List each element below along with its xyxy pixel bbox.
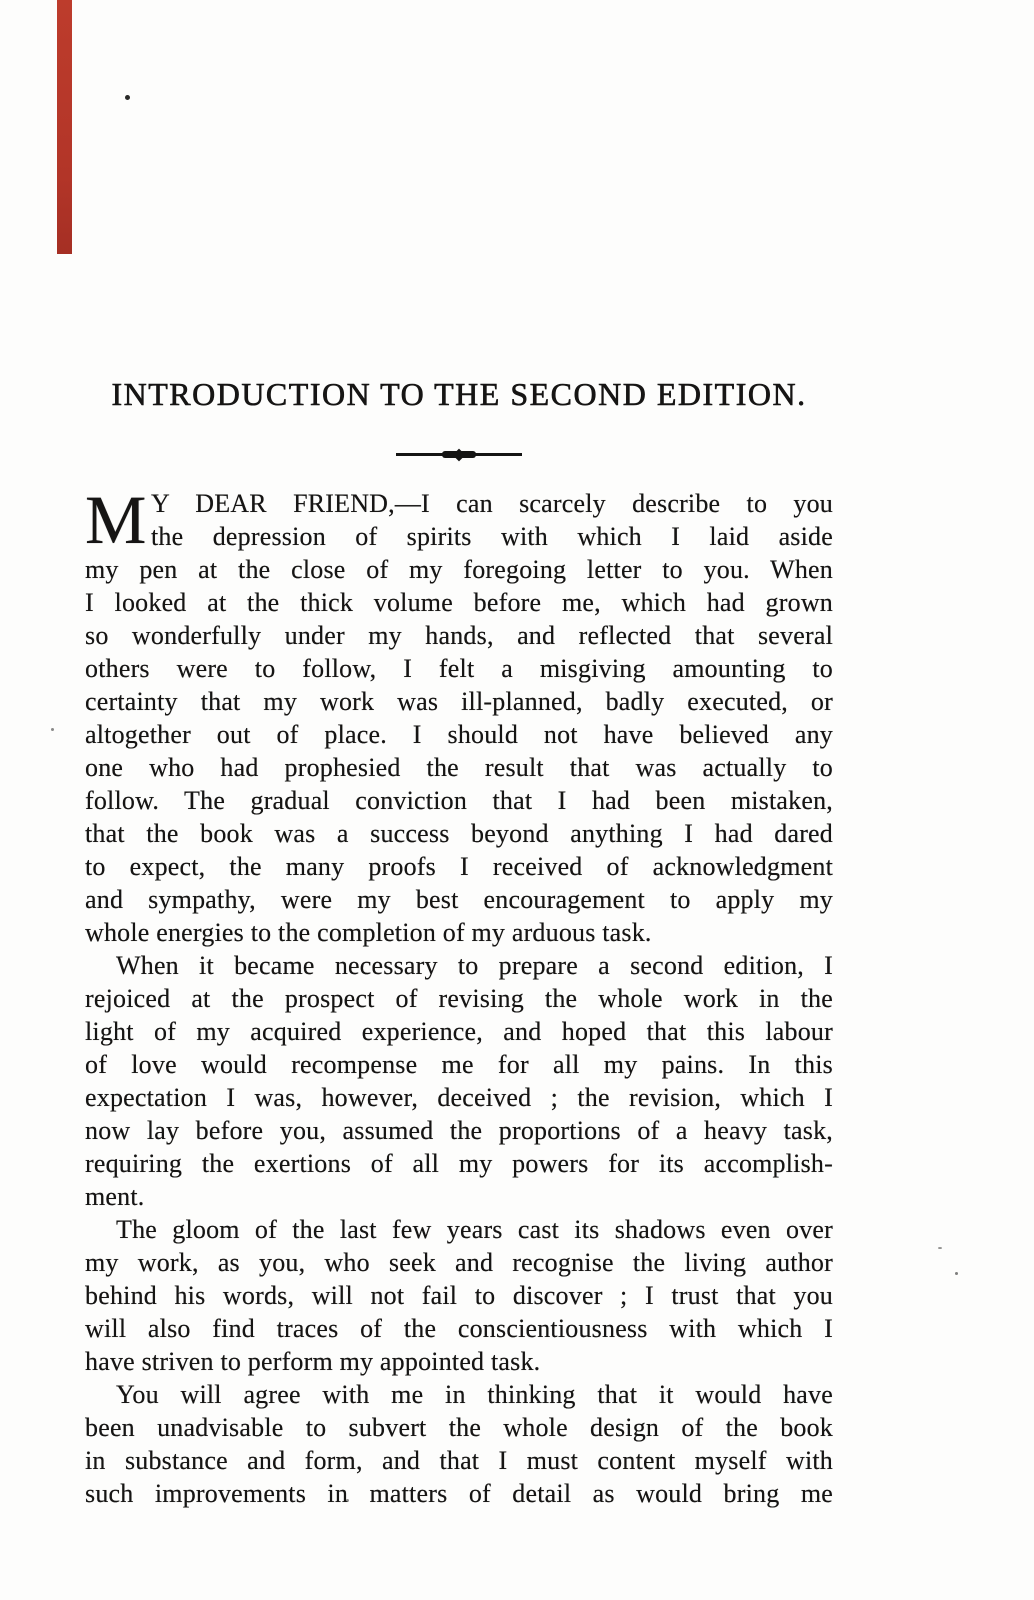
drop-cap: M (85, 482, 147, 558)
text-line: You will agree with me in thinking that it would have (116, 1380, 833, 1409)
text-line: whole energies to the completion of my arduous task. (85, 918, 652, 947)
text-line: my pen at the close of my foregoing letter to you. When (85, 555, 833, 584)
text-line: my work, as you, who seek and recognise the living author (85, 1248, 833, 1277)
text-line: behind his words, will not fail to discover ; I trust that you (85, 1281, 833, 1310)
text-line: I looked at the thick volume before me, which had grown (85, 588, 833, 617)
text-line: such improvements in matters of detail as would bring me (85, 1479, 833, 1508)
scan-speck (938, 1247, 942, 1249)
scan-speck (51, 728, 54, 731)
scan-speck (125, 95, 130, 100)
text-line: Y DEAR FRIEND,—I can scarcely describe to you (151, 489, 833, 518)
page-title: INTRODUCTION TO THE SECOND EDITION. (111, 376, 807, 412)
body-text (85, 482, 833, 1510)
text-line: that the book was a success beyond anything I had dared (85, 819, 833, 848)
text-column (85, 376, 833, 1510)
text-line: The gloom of the last few years cast its shadows even over (116, 1215, 833, 1244)
ornamental-divider (396, 453, 522, 456)
text-line: ment. (85, 1182, 145, 1211)
text-line: altogether out of place. I should not have believed any (85, 720, 833, 749)
text-line: When it became necessary to prepare a second edition, I (116, 951, 833, 980)
text-line: have striven to perform my appointed task. (85, 1347, 541, 1376)
paragraph-4 (85, 1378, 833, 1510)
text-line: the depression of spirits with which I laid aside (151, 522, 833, 551)
text-line: and sympathy, were my best encouragement to apply my (85, 885, 833, 914)
paragraph-1 (85, 482, 833, 949)
text-line: expectation I was, however, deceived ; the revision, which I (85, 1083, 833, 1112)
text-line: follow. The gradual conviction that I had been mistaken, (85, 786, 833, 815)
scan-speck (955, 1272, 958, 1275)
paragraph-2 (85, 949, 833, 1213)
text-line: been unadvisable to subvert the whole design of the book (85, 1413, 833, 1442)
text-line: light of my acquired experience, and hoped that this labour (85, 1017, 833, 1046)
text-line: certainty that my work was ill-planned, badly executed, or (85, 687, 833, 716)
text-line: so wonderfully under my hands, and reflected that several (85, 621, 833, 650)
text-line: of love would recompense me for all my pains. In this (85, 1050, 833, 1079)
paragraph-3 (85, 1213, 833, 1378)
text-line: requiring the exertions of all my powers for its accomplish- (85, 1149, 833, 1178)
text-line: one who had prophesied the result that was actually to (85, 753, 833, 782)
text-line: rejoiced at the prospect of revising the whole work in the (85, 984, 833, 1013)
text-line: in substance and form, and that I must content myself with (85, 1446, 833, 1475)
red-ribbon-artifact (57, 0, 72, 254)
text-line: will also find traces of the conscientiousness with which I (85, 1314, 833, 1343)
text-line: to expect, the many proofs I received of acknowledgment (85, 852, 833, 881)
text-line: others were to follow, I felt a misgiving amounting to (85, 654, 833, 683)
text-line: now lay before you, assumed the proportions of a heavy task, (85, 1116, 833, 1145)
